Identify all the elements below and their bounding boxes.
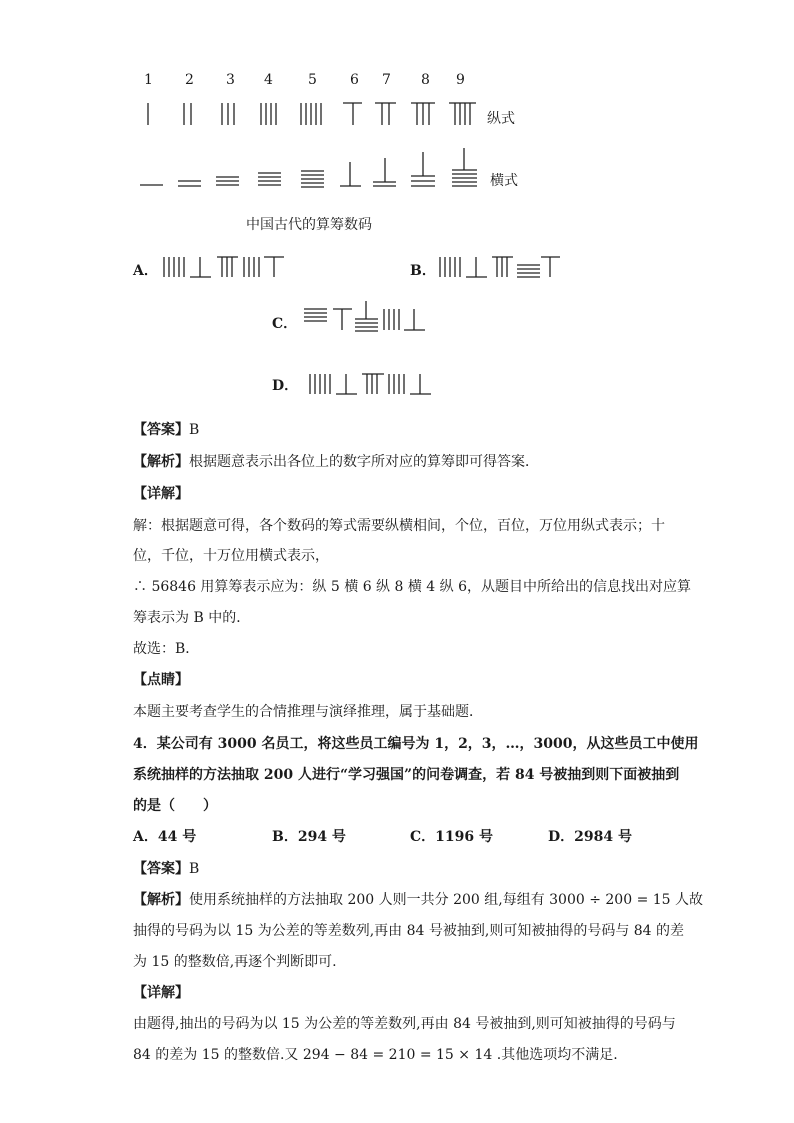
- horizontal-rod-2: [178, 181, 201, 186]
- q4-analysis-line-1: [133, 890, 703, 910]
- vertical-rod-6: [343, 103, 362, 125]
- answer-value: B: [189, 861, 200, 877]
- analysis-tag: 【解析】: [133, 454, 189, 470]
- q3-detail-line-5: 故选：B．: [133, 641, 200, 657]
- q4-stem-line-3: 的是（ ）: [133, 798, 217, 814]
- q4-detail-line-2: 84 的差为 15 的整数倍.又 294 − 84 = 210 = 15 × 14 .其他选项均不满足.: [133, 1047, 618, 1063]
- answer-value: B: [189, 422, 200, 438]
- option-d-label: D．: [272, 378, 299, 394]
- q4-stem-line-2: 系统抽样的方法抽取 200 人进行“学习强国”的问卷调查，若 84 号被抽到则下面被抽到: [133, 767, 680, 783]
- digit-8: 8: [421, 72, 430, 88]
- digit-6: 6: [350, 72, 359, 88]
- analysis-tag: 【解析】: [133, 892, 189, 908]
- q4-answer: [133, 859, 199, 879]
- answer-tag: 【答案】: [133, 861, 189, 877]
- vertical-rod-3: [222, 103, 234, 125]
- vertical-rod-2: [184, 103, 191, 125]
- vertical-form-label: 纵式: [487, 111, 515, 127]
- q4-analysis-line-3: 为 15 的整数倍,再逐个判断即可.: [133, 954, 337, 970]
- q3-comment-tag: [133, 670, 189, 690]
- q3-detail-line-2: 位，千位，十万位用横式表示，: [133, 548, 329, 564]
- q3-comment-text: 本题主要考查学生的合情推理与演绎推理，属于基础题．: [133, 704, 483, 720]
- horizontal-rod-7: [373, 158, 396, 186]
- q3-detail-line-4: 筹表示为 B 中的．: [133, 610, 251, 626]
- vertical-rod-5: [301, 103, 321, 125]
- detail-tag: 【详解】: [133, 985, 189, 1001]
- q4-option-c: C．1196 号: [410, 829, 493, 845]
- q4-detail-tag: [133, 983, 189, 1003]
- detail-tag: 【详解】: [133, 486, 189, 502]
- horizontal-rod-5: [301, 171, 324, 187]
- digit-7: 7: [382, 72, 391, 88]
- horizontal-rod-3: [216, 177, 239, 185]
- q3-detail-line-1: 解：根据题意可得，各个数码的筹式需要纵横相间，个位，百位，万位用纵式表示；十: [133, 518, 665, 534]
- figure-caption: 中国古代的算筹数码: [246, 217, 372, 233]
- q3-detail-tag: [133, 484, 189, 504]
- q4-analysis-line-2: 抽得的号码为以 15 为公差的等差数列,再由 84 号被抽到,则可知被抽得的号码与 84 的差: [133, 923, 685, 939]
- analysis-text: 根据题意表示出各位上的数字所对应的算筹即可得答案．: [189, 454, 539, 470]
- digit-5: 5: [308, 72, 317, 88]
- vertical-rod-7: [375, 103, 396, 125]
- analysis-text: 使用系统抽样的方法抽取 200 人则一共分 200 组,每组有 3000 ÷ 200 = 15 人故: [189, 892, 704, 908]
- horizontal-rod-4: [258, 173, 281, 185]
- option-a-label: A．: [133, 263, 158, 279]
- q3-answer: [133, 420, 199, 440]
- digit-1: 1: [144, 72, 153, 88]
- option-b-rods: [440, 257, 560, 277]
- q3-analysis: [133, 452, 539, 472]
- option-d-rods: [310, 374, 431, 394]
- digit-9: 9: [456, 72, 465, 88]
- q4-detail-line-1: 由题得,抽出的号码为以 15 为公差的等差数列,再由 84 号被抽到,则可知被抽得的号码与: [133, 1016, 676, 1032]
- q4-option-b: B．294 号: [272, 829, 346, 845]
- answer-tag: 【答案】: [133, 422, 189, 438]
- digit-2: 2: [185, 72, 194, 88]
- q4-option-d: D．2984 号: [548, 829, 632, 845]
- horizontal-rod-8: [411, 152, 435, 186]
- horizontal-form-label: 横式: [490, 173, 518, 189]
- q4-option-a: A．44 号: [133, 829, 197, 845]
- vertical-rod-8: [411, 103, 435, 125]
- counting-rods-figure: [0, 0, 794, 420]
- option-c-label: C．: [272, 316, 298, 332]
- horizontal-rod-9: [452, 148, 477, 186]
- q4-stem-line-1: 4．某公司有 3000 名员工，将这些员工编号为 1，2，3，…，3000，从这些员工中使用: [133, 736, 699, 752]
- vertical-rod-4: [261, 103, 276, 125]
- vertical-rod-9: [449, 103, 476, 125]
- q3-detail-line-3: ∴ 56846 用算筹表示应为：纵 5 横 6 纵 8 横 4 纵 6，从题目中所给出的信息找出对应算: [133, 579, 692, 595]
- horizontal-rod-6: [340, 162, 361, 186]
- option-c-rods: [304, 301, 425, 331]
- comment-tag: 【点睛】: [133, 672, 189, 688]
- option-b-label: B．: [410, 263, 436, 279]
- option-a-rods: [164, 257, 284, 277]
- digit-3: 3: [226, 72, 235, 88]
- digit-4: 4: [264, 72, 273, 88]
